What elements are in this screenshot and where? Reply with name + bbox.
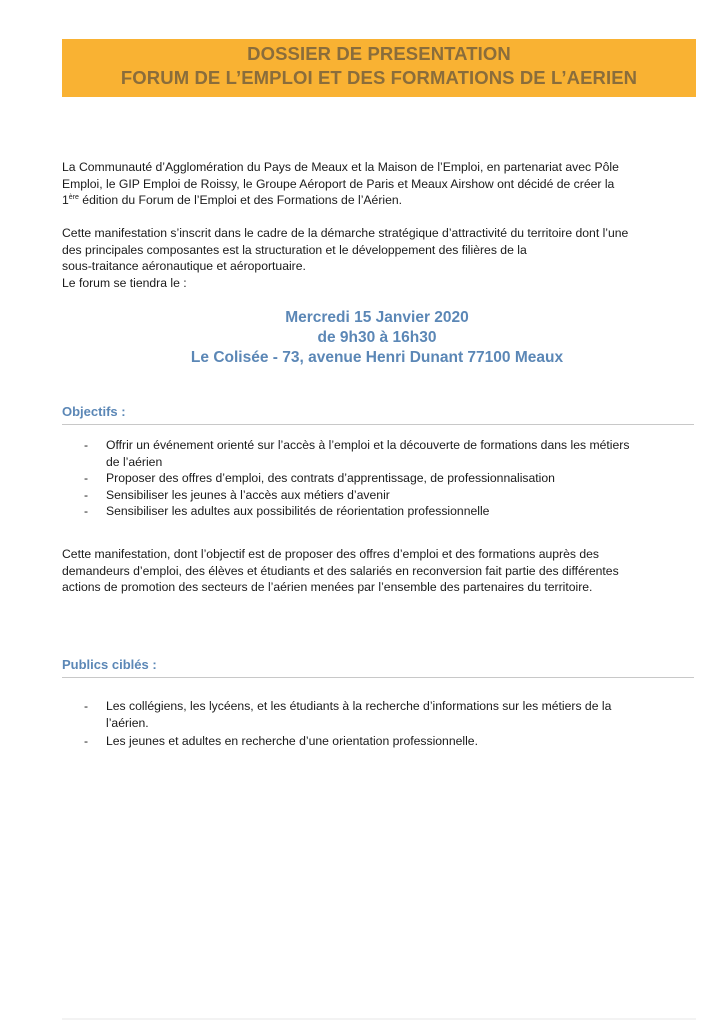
publics-list xyxy=(84,698,694,750)
bullet-dash: - xyxy=(84,734,89,748)
event-time: de 9h30 à 16h30 xyxy=(317,329,437,346)
public-item xyxy=(84,698,694,731)
objective-text-line-1: Sensibiliser les adultes aux possibilités de réorientation professionnelle xyxy=(106,504,490,518)
intro-paragraph xyxy=(62,159,694,209)
objective-text-line-1: Offrir un événement orienté sur l’accès à l’emploi et la découverte de formations dans les métiers xyxy=(106,438,630,452)
objective-text-line-1: Proposer des offres d’emploi, des contrats d’apprentissage, de professionnalisation xyxy=(106,471,555,485)
public-text-line-2: l’aérien. xyxy=(106,715,149,730)
intro-line-3 xyxy=(62,192,694,209)
summary-paragraph xyxy=(62,546,694,596)
objective-text-line-1: Sensibiliser les jeunes à l’accès aux métiers d’avenir xyxy=(106,487,390,502)
public-text-line-1: Les collégiens, les lycéens, et les étudiants à la recherche d’informations sur les métiers de la xyxy=(106,699,612,713)
objectives-divider xyxy=(62,424,694,425)
event-details xyxy=(0,308,724,368)
objectives-list xyxy=(84,437,694,520)
context-paragraph xyxy=(62,225,694,291)
objective-item xyxy=(84,437,694,470)
publics-divider xyxy=(62,677,694,678)
bullet-dash: - xyxy=(84,471,89,485)
publics-title: Publics ciblés : xyxy=(62,657,157,672)
objective-item xyxy=(84,470,694,487)
edition-number: 1 xyxy=(62,193,69,207)
title-banner xyxy=(62,39,696,97)
event-date: Mercredi 15 Janvier 2020 xyxy=(285,309,469,326)
intro-line-1: La Communauté d’Agglomération du Pays de Meaux et la Maison de l’Emploi, en partenariat avec Pôle xyxy=(62,160,619,174)
context-line-3: sous-traitance aéronautique et aéroportuaire. xyxy=(62,259,306,273)
objective-text-line-2: de l’aérien xyxy=(106,454,163,469)
public-text-line-1: Les jeunes et adultes en recherche d’une orientation professionnelle. xyxy=(106,734,478,748)
event-venue: Le Colisée - 73, avenue Henri Dunant 77100 Meaux xyxy=(190,349,564,366)
bullet-dash: - xyxy=(84,504,89,518)
context-line-2: des principales composantes est la structuration et le développement des filières de la xyxy=(62,242,527,257)
context-line-1: Cette manifestation s’inscrit dans le cadre de la démarche stratégique d’attractivité du territoire dont l’une xyxy=(62,226,629,240)
bullet-dash: - xyxy=(84,487,89,502)
page-bottom-edge xyxy=(62,1018,696,1020)
public-item xyxy=(84,733,694,750)
summary-line-1: Cette manifestation, dont l’objectif est de proposer des offres d’emploi et des formations auprès des xyxy=(62,547,599,561)
summary-line-2: demandeurs d’emploi, des élèves et étudiants et des salariés en reconversion fait partie des différentes xyxy=(62,563,619,578)
intro-line-2: Emploi, le GIP Emploi de Roissy, le Groupe Aéroport de Paris et Meaux Airshow ont décidé de créer la xyxy=(62,176,615,191)
objective-item xyxy=(84,487,694,504)
bullet-dash: - xyxy=(84,699,89,713)
objective-item xyxy=(84,503,694,520)
objectives-title: Objectifs : xyxy=(62,404,126,419)
title-line-2: FORUM DE L’EMPLOI ET DES FORMATIONS DE L’AERIEN xyxy=(120,67,638,88)
edition-superscript: ère xyxy=(68,194,79,201)
intro-line-3-text: édition du Forum de l’Emploi et des Formations de l’Aérien. xyxy=(78,193,403,207)
bullet-dash: - xyxy=(84,438,89,452)
title-line-1: DOSSIER DE PRESENTATION xyxy=(247,43,511,64)
context-line-4: Le forum se tiendra le : xyxy=(62,275,187,290)
summary-line-3: actions de promotion des secteurs de l’aérien menées par l’ensemble des partenaires du territoire. xyxy=(62,580,593,594)
